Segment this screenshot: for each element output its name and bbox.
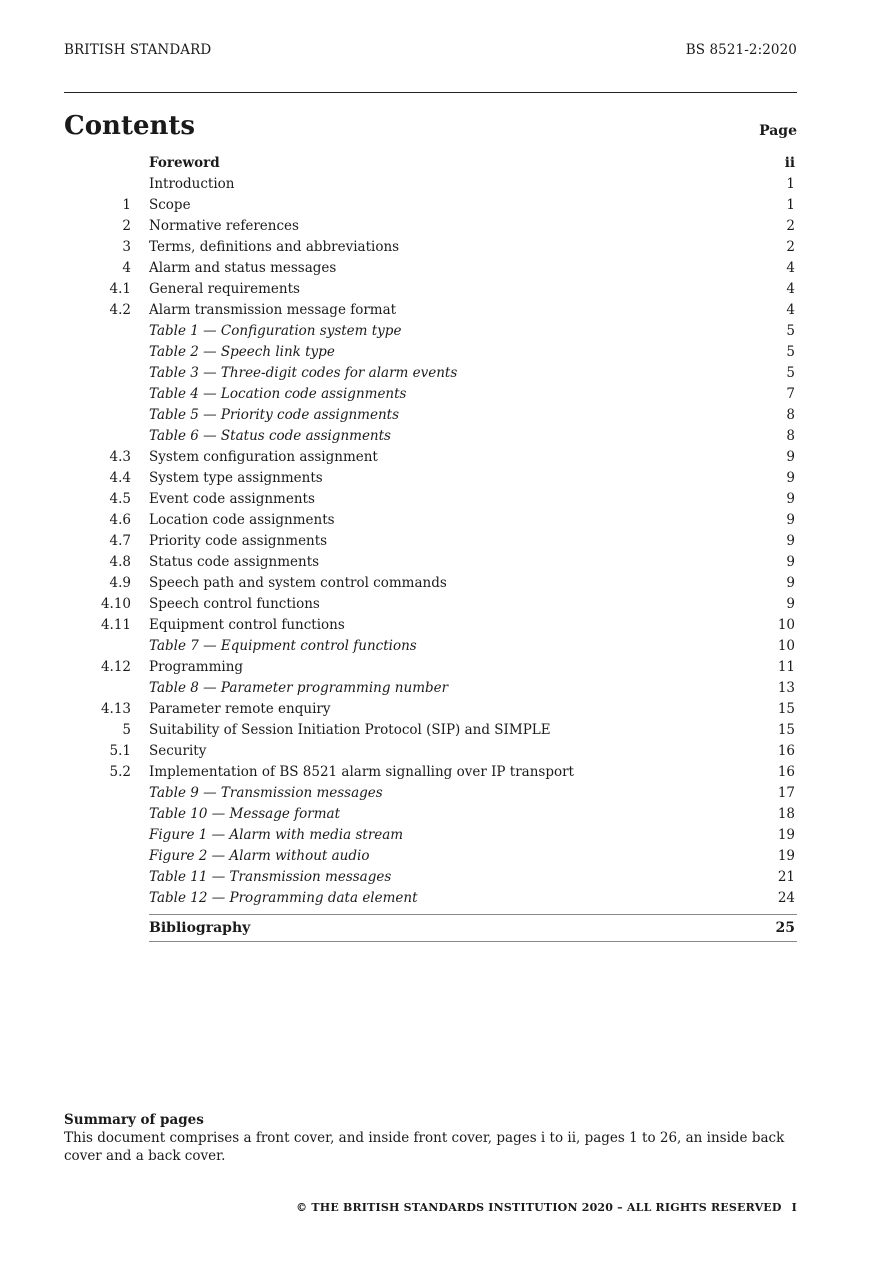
toc-entry-number: 4.7 [109,533,131,549]
toc-entry[interactable] [64,384,797,405]
toc-entry-page: 5 [786,344,795,360]
toc-entry[interactable] [64,804,797,825]
toc-entry-number: 4 [122,260,131,276]
toc-entry[interactable] [64,678,797,699]
toc-entry[interactable] [64,489,797,510]
toc-entry[interactable] [64,195,797,216]
toc-entry-page: 18 [777,806,795,822]
toc-entry-title: Speech path and system control commands [149,575,447,591]
toc-entry[interactable] [64,237,797,258]
toc-entry-number: 4.6 [109,512,131,528]
toc-entry-number: 4.5 [109,491,131,507]
toc-entry[interactable] [64,888,797,909]
toc-entry-page: 7 [786,386,795,402]
footer [296,1201,797,1214]
summary-of-pages [64,1111,797,1165]
toc-entry-number: 2 [122,218,131,234]
toc-entry-title: Table 10 — Message format [149,806,340,822]
toc-entry-page: 4 [786,260,795,276]
toc-entry-number: 4.8 [109,554,131,570]
toc-entry-page: 17 [777,785,795,801]
toc-entry-number: 5.1 [109,743,131,759]
toc-entry-title: Bibliography [149,920,251,936]
toc-entry[interactable] [64,174,797,195]
toc-entry-number: 4.4 [109,470,131,486]
toc-entry-title: Table 9 — Transmission messages [149,785,383,801]
toc-entry-title: Event code assignments [149,491,315,507]
toc-entry-title: Alarm and status messages [149,260,337,276]
toc-entry[interactable] [64,258,797,279]
toc-entry-title: Programming [149,659,244,675]
toc-entry-page: 21 [777,869,795,885]
toc-entry-page: 24 [777,890,795,906]
table-of-contents [64,153,797,909]
toc-entry[interactable] [64,321,797,342]
summary-body: This document comprises a front cover, and inside front cover, pages i to ii, pages 1 to 26, an inside back cover and a back cover. [64,1130,785,1164]
toc-entry-title: Table 6 — Status code assignments [149,428,391,444]
toc-entry-title: Figure 2 — Alarm without audio [149,848,370,864]
toc-entry[interactable] [64,741,797,762]
toc-entry-title: Introduction [149,176,235,192]
toc-entry[interactable] [64,363,797,384]
toc-entry-page: 9 [786,554,795,570]
toc-entry[interactable] [64,594,797,615]
toc-entry-page: 9 [786,470,795,486]
toc-entry[interactable] [64,405,797,426]
toc-entry-title: Figure 1 — Alarm with media stream [149,827,404,843]
toc-entry-title: Normative references [149,218,299,234]
toc-entry[interactable] [64,510,797,531]
toc-entry-page: 19 [777,827,795,843]
toc-entry[interactable] [64,762,797,783]
toc-entry-number: 4.10 [100,596,131,612]
toc-entry-page: 9 [786,575,795,591]
toc-entry-page: ii [784,155,795,171]
toc-entry-page: 2 [786,218,795,234]
toc-entry[interactable] [64,657,797,678]
toc-entry-number: 4.12 [100,659,131,675]
toc-entry-page: 4 [786,302,795,318]
toc-entry-title: Equipment control functions [149,617,345,633]
toc-entry[interactable] [64,342,797,363]
toc-entry-number: 4.1 [109,281,131,297]
toc-entry-page: 4 [786,281,795,297]
toc-entry-title: Table 3 — Three-digit codes for alarm events [149,365,458,381]
toc-entry[interactable] [64,447,797,468]
toc-entry-page: 5 [786,365,795,381]
toc-entry-page: 9 [786,596,795,612]
toc-entry-title: System configuration assignment [149,449,378,465]
toc-entry-number: 4.3 [109,449,131,465]
toc-entry-page: 25 [775,920,795,936]
toc-entry-title: Status code assignments [149,554,320,570]
toc-entry-page: 8 [786,428,795,444]
header-standard-label: BRITISH STANDARD [64,42,212,58]
toc-entry-title: Table 2 — Speech link type [149,344,335,360]
toc-entry-page: 19 [777,848,795,864]
footer-page-number: I [791,1201,797,1214]
toc-entry-number: 5.2 [109,764,131,780]
toc-entry-title: General requirements [149,281,300,297]
footer-copyright: © THE BRITISH STANDARDS INSTITUTION 2020 – ALL RIGHTS RESERVED [296,1201,782,1214]
toc-entry-title: System type assignments [149,470,323,486]
toc-entry[interactable] [64,825,797,846]
toc-entry[interactable] [64,426,797,447]
toc-entry-number: 4.13 [100,701,131,717]
toc-entry-page: 9 [786,449,795,465]
header-document-number: BS 8521-2:2020 [685,42,797,58]
toc-entry-title: Foreword [149,155,220,171]
toc-entry-page: 10 [777,638,795,654]
toc-entry-page: 16 [777,764,795,780]
toc-entry[interactable] [64,867,797,888]
toc-entry-page: 10 [777,617,795,633]
toc-entry-title: Location code assignments [149,512,335,528]
toc-entry-title: Security [149,743,207,759]
toc-entry-page: 9 [786,491,795,507]
toc-entry-page: 1 [786,197,795,213]
toc-entry[interactable] [64,468,797,489]
toc-entry-page: 2 [786,239,795,255]
summary-heading: Summary of pages [64,1112,204,1128]
toc-entry-title: Parameter remote enquiry [149,701,331,717]
header-divider [64,92,797,93]
toc-entry-page: 13 [777,680,795,696]
toc-entry-page: 9 [786,512,795,528]
toc-entry[interactable] [64,783,797,804]
toc-entry-title: Table 5 — Priority code assignments [149,407,400,423]
toc-entry[interactable] [64,300,797,321]
page-column-label: Page [759,123,797,139]
toc-entry[interactable] [64,699,797,720]
toc-entry-title: Terms, definitions and abbreviations [149,239,400,255]
toc-entry-number: 3 [122,239,131,255]
toc-entry-bibliography[interactable] [149,914,797,942]
toc-entry-title: Table 8 — Parameter programming number [149,680,449,696]
toc-entry-title: Table 12 — Programming data element [149,890,418,906]
toc-entry[interactable] [64,846,797,867]
toc-entry-title: Implementation of BS 8521 alarm signalling over IP transport [149,764,574,780]
toc-entry[interactable] [64,615,797,636]
page-title: Contents [64,111,196,141]
toc-entry-page: 9 [786,533,795,549]
toc-entry-title: Table 7 — Equipment control functions [149,638,417,654]
toc-entry[interactable] [64,279,797,300]
toc-entry-page: 5 [786,323,795,339]
toc-entry-page: 11 [777,659,795,675]
toc-entry-title: Table 11 — Transmission messages [149,869,392,885]
toc-entry-title: Scope [149,197,191,213]
toc-entry-page: 15 [777,701,795,717]
toc-entry-title: Table 1 — Configuration system type [149,323,402,339]
toc-entry[interactable] [64,573,797,594]
toc-entry[interactable] [64,153,797,174]
toc-entry-title: Speech control functions [149,596,320,612]
toc-entry-page: 1 [786,176,795,192]
toc-entry-title: Suitability of Session Initiation Protocol (SIP) and SIMPLE [149,722,551,738]
toc-entry-title: Alarm transmission message format [149,302,397,318]
toc-entry[interactable] [64,531,797,552]
toc-entry-number: 1 [122,197,131,213]
toc-entry-number: 4.11 [100,617,131,633]
toc-entry-page: 15 [777,722,795,738]
toc-entry-title: Table 4 — Location code assignments [149,386,407,402]
toc-entry[interactable] [64,552,797,573]
toc-entry-number: 4.2 [109,302,131,318]
toc-entry-page: 8 [786,407,795,423]
toc-entry-number: 5 [122,722,131,738]
toc-entry-page: 16 [777,743,795,759]
toc-entry[interactable] [64,720,797,741]
toc-entry[interactable] [64,636,797,657]
toc-entry-title: Priority code assignments [149,533,328,549]
toc-entry[interactable] [64,216,797,237]
toc-entry-number: 4.9 [109,575,131,591]
